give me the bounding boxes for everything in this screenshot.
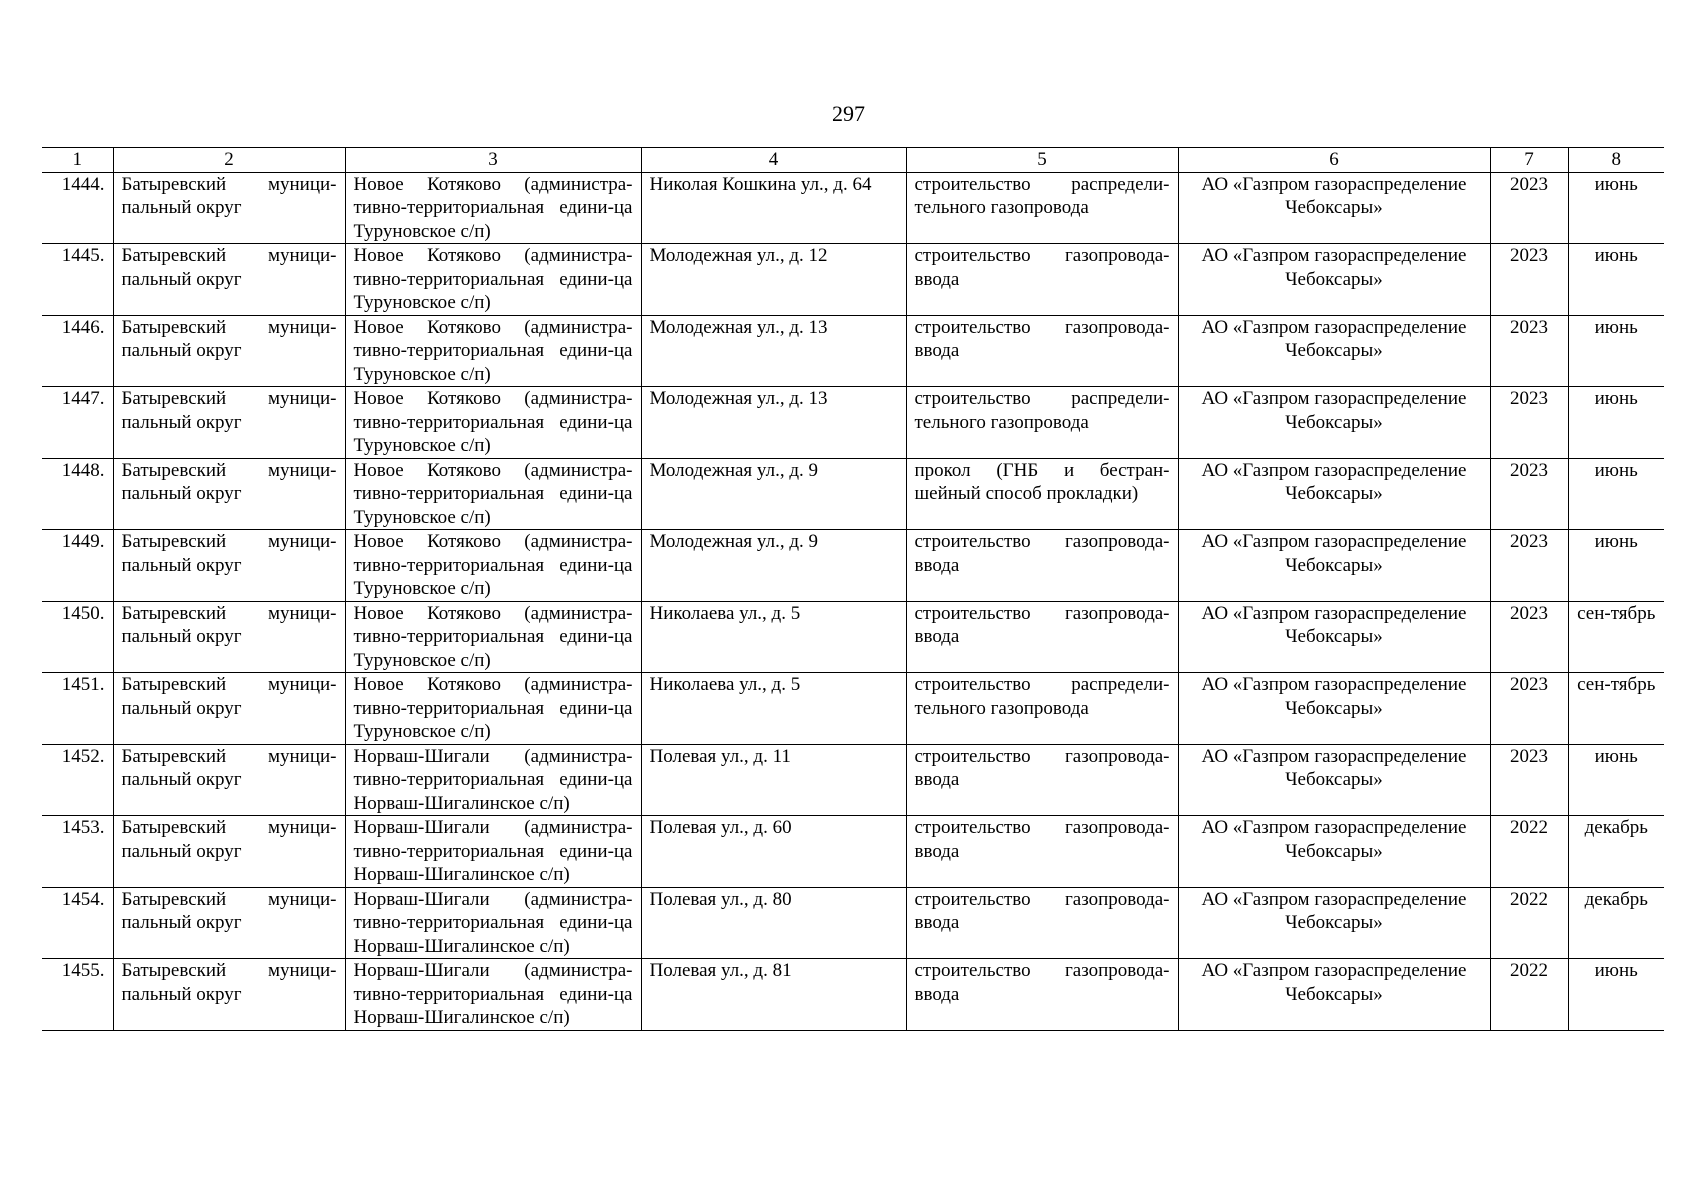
row-number: 1451. xyxy=(42,673,113,745)
organization-cell: АО «Газпром газораспределение Чебоксары» xyxy=(1178,673,1490,745)
work-type-cell: строительство распредели-тельного газопровода xyxy=(906,387,1178,459)
locality-cell: Новое Котяково (администра-тивно-территориальная едини-ца Туруновское с/п) xyxy=(345,601,641,673)
district-cell: Батыревский муници-пальный округ xyxy=(113,530,345,602)
work-type-cell: прокол (ГНБ и бестран-шейный способ прокладки) xyxy=(906,458,1178,530)
district-cell: Батыревский муници-пальный округ xyxy=(113,315,345,387)
column-number-row xyxy=(42,148,1664,173)
work-type-cell: строительство газопровода-ввода xyxy=(906,315,1178,387)
organization-cell: АО «Газпром газораспределение Чебоксары» xyxy=(1178,601,1490,673)
column-header: 3 xyxy=(345,148,641,173)
address-cell: Молодежная ул., д. 13 xyxy=(641,387,906,459)
year-cell: 2023 xyxy=(1490,530,1568,602)
row-number: 1455. xyxy=(42,959,113,1031)
month-cell: июнь xyxy=(1568,458,1664,530)
month-cell: сен-тябрь xyxy=(1568,673,1664,745)
table-row xyxy=(42,744,1664,816)
organization-cell: АО «Газпром газораспределение Чебоксары» xyxy=(1178,816,1490,888)
address-cell: Молодежная ул., д. 12 xyxy=(641,244,906,316)
gas-works-table xyxy=(42,147,1664,1031)
district-cell: Батыревский муници-пальный округ xyxy=(113,172,345,244)
locality-cell: Новое Котяково (администра-тивно-территориальная едини-ца Туруновское с/п) xyxy=(345,387,641,459)
year-cell: 2023 xyxy=(1490,315,1568,387)
month-cell: декабрь xyxy=(1568,816,1664,888)
address-cell: Николая Кошкина ул., д. 64 xyxy=(641,172,906,244)
table-row xyxy=(42,315,1664,387)
work-type-cell: строительство газопровода-ввода xyxy=(906,816,1178,888)
address-cell: Полевая ул., д. 11 xyxy=(641,744,906,816)
month-cell: июнь xyxy=(1568,387,1664,459)
locality-cell: Норваш-Шигали (администра-тивно-территориальная едини-ца Норваш-Шигалинское с/п) xyxy=(345,816,641,888)
table-row xyxy=(42,458,1664,530)
organization-cell: АО «Газпром газораспределение Чебоксары» xyxy=(1178,458,1490,530)
column-header: 5 xyxy=(906,148,1178,173)
row-number: 1444. xyxy=(42,172,113,244)
organization-cell: АО «Газпром газораспределение Чебоксары» xyxy=(1178,387,1490,459)
year-cell: 2023 xyxy=(1490,673,1568,745)
work-type-cell: строительство газопровода-ввода xyxy=(906,744,1178,816)
organization-cell: АО «Газпром газораспределение Чебоксары» xyxy=(1178,315,1490,387)
table-row xyxy=(42,244,1664,316)
table-body xyxy=(42,172,1664,1030)
table-row xyxy=(42,959,1664,1031)
column-header: 7 xyxy=(1490,148,1568,173)
district-cell: Батыревский муници-пальный округ xyxy=(113,387,345,459)
row-number: 1445. xyxy=(42,244,113,316)
column-header: 4 xyxy=(641,148,906,173)
locality-cell: Новое Котяково (администра-тивно-территориальная едини-ца Туруновское с/п) xyxy=(345,315,641,387)
district-cell: Батыревский муници-пальный округ xyxy=(113,244,345,316)
row-number: 1449. xyxy=(42,530,113,602)
work-type-cell: строительство газопровода-ввода xyxy=(906,601,1178,673)
address-cell: Молодежная ул., д. 9 xyxy=(641,530,906,602)
year-cell: 2023 xyxy=(1490,458,1568,530)
address-cell: Молодежная ул., д. 13 xyxy=(641,315,906,387)
district-cell: Батыревский муници-пальный округ xyxy=(113,959,345,1031)
year-cell: 2023 xyxy=(1490,601,1568,673)
month-cell: июнь xyxy=(1568,244,1664,316)
locality-cell: Новое Котяково (администра-тивно-территориальная едини-ца Туруновское с/п) xyxy=(345,172,641,244)
locality-cell: Новое Котяково (администра-тивно-территориальная едини-ца Туруновское с/п) xyxy=(345,244,641,316)
row-number: 1452. xyxy=(42,744,113,816)
work-type-cell: строительство газопровода-ввода xyxy=(906,959,1178,1031)
address-cell: Николаева ул., д. 5 xyxy=(641,601,906,673)
work-type-cell: строительство распредели-тельного газопровода xyxy=(906,172,1178,244)
table-row xyxy=(42,816,1664,888)
locality-cell: Норваш-Шигали (администра-тивно-территориальная едини-ца Норваш-Шигалинское с/п) xyxy=(345,959,641,1031)
row-number: 1448. xyxy=(42,458,113,530)
table-row xyxy=(42,887,1664,959)
district-cell: Батыревский муници-пальный округ xyxy=(113,816,345,888)
row-number: 1453. xyxy=(42,816,113,888)
row-number: 1446. xyxy=(42,315,113,387)
address-cell: Молодежная ул., д. 9 xyxy=(641,458,906,530)
year-cell: 2022 xyxy=(1490,959,1568,1031)
district-cell: Батыревский муници-пальный округ xyxy=(113,458,345,530)
work-type-cell: строительство распредели-тельного газопровода xyxy=(906,673,1178,745)
month-cell: июнь xyxy=(1568,172,1664,244)
district-cell: Батыревский муници-пальный округ xyxy=(113,887,345,959)
table-row xyxy=(42,673,1664,745)
month-cell: сен-тябрь xyxy=(1568,601,1664,673)
locality-cell: Норваш-Шигали (администра-тивно-территориальная едини-ца Норваш-Шигалинское с/п) xyxy=(345,744,641,816)
district-cell: Батыревский муници-пальный округ xyxy=(113,673,345,745)
district-cell: Батыревский муници-пальный округ xyxy=(113,744,345,816)
column-header: 2 xyxy=(113,148,345,173)
year-cell: 2022 xyxy=(1490,887,1568,959)
row-number: 1447. xyxy=(42,387,113,459)
organization-cell: АО «Газпром газораспределение Чебоксары» xyxy=(1178,244,1490,316)
organization-cell: АО «Газпром газораспределение Чебоксары» xyxy=(1178,744,1490,816)
table-row xyxy=(42,387,1664,459)
table-row xyxy=(42,172,1664,244)
page-number: 297 xyxy=(832,101,865,126)
year-cell: 2023 xyxy=(1490,744,1568,816)
column-header: 8 xyxy=(1568,148,1664,173)
locality-cell: Новое Котяково (администра-тивно-территориальная едини-ца Туруновское с/п) xyxy=(345,530,641,602)
year-cell: 2022 xyxy=(1490,816,1568,888)
month-cell: июнь xyxy=(1568,744,1664,816)
organization-cell: АО «Газпром газораспределение Чебоксары» xyxy=(1178,887,1490,959)
table-row xyxy=(42,530,1664,602)
locality-cell: Новое Котяково (администра-тивно-территориальная едини-ца Туруновское с/п) xyxy=(345,458,641,530)
row-number: 1450. xyxy=(42,601,113,673)
month-cell: декабрь xyxy=(1568,887,1664,959)
organization-cell: АО «Газпром газораспределение Чебоксары» xyxy=(1178,959,1490,1031)
locality-cell: Новое Котяково (администра-тивно-территориальная едини-ца Туруновское с/п) xyxy=(345,673,641,745)
month-cell: июнь xyxy=(1568,315,1664,387)
year-cell: 2023 xyxy=(1490,172,1568,244)
locality-cell: Норваш-Шигали (администра-тивно-территориальная едини-ца Норваш-Шигалинское с/п) xyxy=(345,887,641,959)
column-header: 1 xyxy=(42,148,113,173)
organization-cell: АО «Газпром газораспределение Чебоксары» xyxy=(1178,530,1490,602)
row-number: 1454. xyxy=(42,887,113,959)
address-cell: Полевая ул., д. 80 xyxy=(641,887,906,959)
year-cell: 2023 xyxy=(1490,244,1568,316)
address-cell: Полевая ул., д. 60 xyxy=(641,816,906,888)
month-cell: июнь xyxy=(1568,530,1664,602)
work-type-cell: строительство газопровода-ввода xyxy=(906,887,1178,959)
address-cell: Николаева ул., д. 5 xyxy=(641,673,906,745)
organization-cell: АО «Газпром газораспределение Чебоксары» xyxy=(1178,172,1490,244)
work-type-cell: строительство газопровода-ввода xyxy=(906,530,1178,602)
address-cell: Полевая ул., д. 81 xyxy=(641,959,906,1031)
work-type-cell: строительство газопровода-ввода xyxy=(906,244,1178,316)
column-header: 6 xyxy=(1178,148,1490,173)
year-cell: 2023 xyxy=(1490,387,1568,459)
district-cell: Батыревский муници-пальный округ xyxy=(113,601,345,673)
table-row xyxy=(42,601,1664,673)
month-cell: июнь xyxy=(1568,959,1664,1031)
